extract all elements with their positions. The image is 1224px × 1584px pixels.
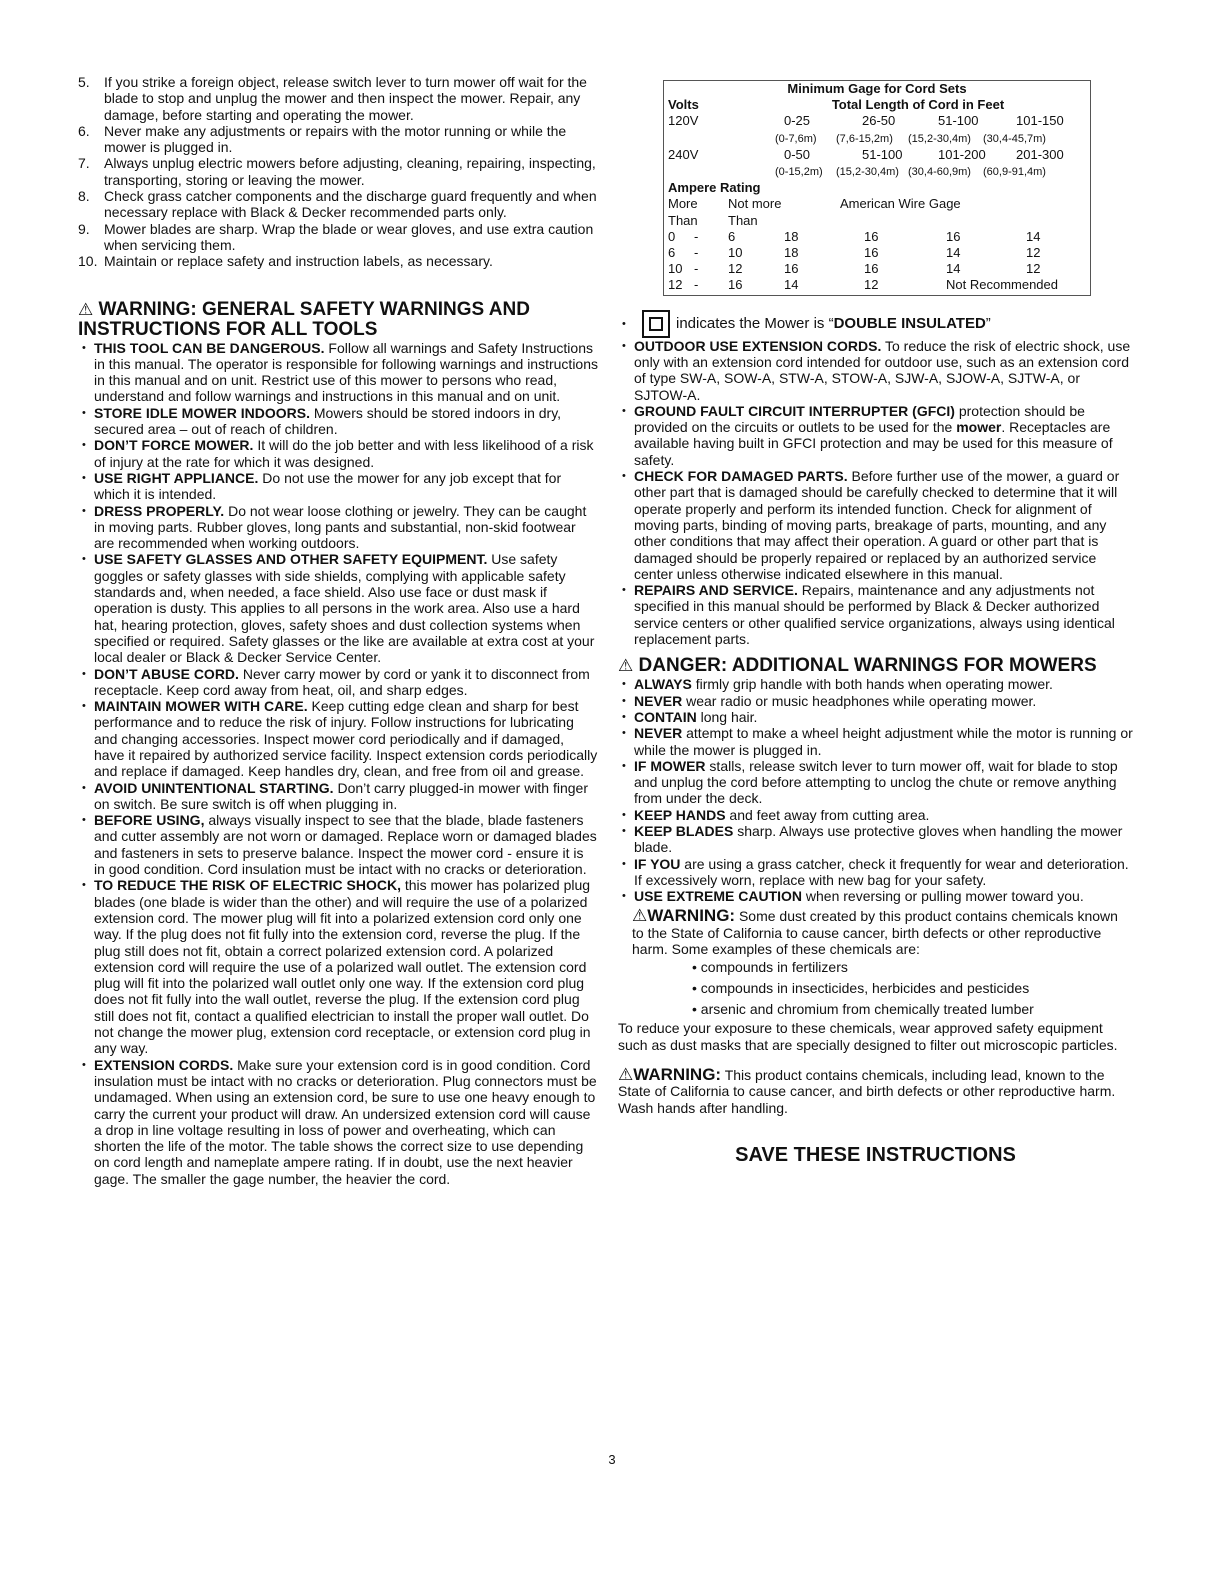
table-row: (0-15,2m) (15,2-30,4m) (30,4-60,9m) (60,9-91,4m) [775, 166, 1046, 179]
danger-list [618, 676, 1133, 904]
table-row: 6 - 10 18 16 14 12 [668, 245, 1041, 261]
table-row: 240V 0-50 51-100 101-200 201-300 [668, 146, 1064, 162]
list-item: • DRESS PROPERLY. Do not wear loose clothing or jewelry. They can be caught in moving parts. Rubber gloves, long pants and substantial, non-skid footwear are recommended when working outdoors. [78, 503, 598, 552]
length-label: Total Length of Cord in Feet [831, 97, 1005, 113]
list-item: • IF YOU are using a grass catcher, check it frequently for wear and deterioration. If excessively worn, replace with new bag for your safety. [618, 856, 1133, 889]
lead-warning: ⚠WARNING: This product contains chemicals, including lead, known to the State of California to cause cancer, and birth defects or other reproductive harm. Wash hands after handling. [618, 1064, 1116, 1116]
list-item: • compounds in fertilizers [692, 959, 848, 976]
save-instructions-heading: SAVE THESE INSTRUCTIONS [735, 1143, 1016, 1166]
extension-cord-list [618, 310, 1133, 648]
general-warning-heading: ⚠ WARNING: GENERAL SAFETY WARNINGS AND INSTRUCTIONS FOR ALL TOOLS [78, 298, 530, 340]
warning-triangle-icon: ⚠ [618, 1064, 634, 1084]
reduce-exposure-text: To reduce your exposure to these chemicals, wear approved safety equipment such as dust masks that are specially designed to filter out microscopic particles. [618, 1020, 1118, 1053]
cord-gage-table [663, 80, 1091, 296]
list-item: • MAINTAIN MOWER WITH CARE. Keep cutting edge clean and sharp for best performance and to reduce the risk of injury. Follow instructions for lubricating and changing accessories. Inspect mower cord periodically and if damaged, have it repaired by authorized service facility. Inspect extension cords periodically and replace if damaged. Keep handles dry, clean, and free from oil and grease. [78, 698, 598, 779]
page-number: 3 [608, 1452, 616, 1467]
table-row: 0 - 6 18 16 16 14 [668, 228, 1041, 244]
list-item: • TO REDUCE THE RISK OF ELECTRIC SHOCK, this mower has polarized plug blades (one blade is wider than the other) and will require the use of a polarized extension cord. The mower plug will fit into a polarized extension cord only one way. If the plug does not fit fully into the extension cord, reverse the plug. If the plug still does not fit, obtain a correct polarized extension cord. A polarized extension cord will require the use of a polarized wall outlet. The extension cord plug will fit into the polarized wall outlet only one way. If the extension cord plug does not fit fully into the wall outlet, reverse the plug. If the extension cord plug still does not fit, contact a qualified electrician to install the proper wall outlet. Do not change the mower plug, extension cord receptacle, or extension cord plug in any way. [78, 877, 598, 1056]
double-insulated-icon [642, 310, 670, 338]
list-item: • THIS TOOL CAN BE DANGEROUS. Follow all warnings and Safety Instructions in this manual. The operator is responsible for following warnings and instructions in this manual and on unit. Restrict use of this mower to persons who read, understand and follow warnings and instructions in this manual and on unit. [78, 340, 598, 405]
list-item: • CHECK FOR DAMAGED PARTS. Before further use of the mower, a guard or other part that is damaged should be carefully checked to determine that it will operate properly and perform its intended function. Check for alignment of moving parts, binding of moving parts, breakage of parts, mounting, and any other conditions that may affect their operation. A guard or other part that is damaged should be properly repaired or replaced by an authorized service center unless otherwise indicated elsewhere in this manual. [618, 468, 1133, 582]
list-item: • DON’T FORCE MOWER. It will do the job better and with less likelihood of a risk of injury at the rate for which it was designed. [78, 437, 598, 470]
list-item: • NEVER attempt to make a wheel height adjustment while the motor is running or while the mower is plugged in. [618, 725, 1133, 758]
list-item: • KEEP HANDS and feet away from cutting area. [618, 807, 1133, 823]
table-row: (0-7,6m) (7,6-15,2m) (15,2-30,4m) (30,4-45,7m) [775, 132, 1046, 145]
list-item: • EXTENSION CORDS. Make sure your extension cord is in good condition. Cord insulation must be intact with no cracks or deterioration. Plug connectors must be undamaged. When using an extension cord, be sure to use one heavy enough to carry the current your product will draw. An undersized extension cord will cause a drop in line voltage resulting in loss of power and overheating, which can shorten the life of the motor. The table shows the correct size to use depending on cord length and nameplate ampere rating. If in doubt, use the next heavier gage. The smaller the gage number, the heavier the cord. [78, 1057, 598, 1187]
list-item: • ALWAYS firmly grip handle with both hands when operating mower. [618, 676, 1133, 692]
list-item: • CONTAIN long hair. [618, 709, 1133, 725]
left-column [78, 74, 598, 1187]
list-item: • DON’T ABUSE CORD. Never carry mower by cord or yank it to disconnect from receptacle. Keep cord away from heat, oil, and sharp edges. [78, 666, 598, 699]
list-item: • GROUND FAULT CIRCUIT INTERRUPTER (GFCI) protection should be provided on the circuits or outlets to be used for the mower. Receptacles are available having built in GFCI protection and may be used for this measure of safety. [618, 403, 1133, 468]
list-item: 6. Never make any adjustments or repairs with the motor running or while the mower is plugged in. [78, 122, 567, 156]
numbered-safety-list [78, 74, 598, 270]
list-item: • BEFORE USING, always visually inspect to see that the blade, blade fasteners and cutter assembly are not worn or damaged. Replace worn or damaged blades and fasteners in sets to preserve balance. Inspect the mower cord - ensure it is in good condition. Cord insulation must be intact with no cracks or deterioration. [78, 812, 598, 877]
ampere-label: Ampere Rating [668, 180, 761, 196]
list-item: • KEEP BLADES sharp. Always use protective gloves when handling the mower blade. [618, 823, 1133, 856]
list-item: 10. Maintain or replace safety and instruction labels, as necessary. [78, 253, 493, 270]
volts-label: Volts [668, 97, 699, 113]
list-item: • STORE IDLE MOWER INDOORS. Mowers should be stored indoors in dry, secured area – out of reach of children. [78, 405, 598, 438]
chemical-warning: ⚠WARNING: Some dust created by this product contains chemicals known to the State of California to cause cancer, birth defects or other reproductive harm. Some examples of these chemicals are: [632, 906, 1118, 958]
warning-triangle-icon: ⚠ [632, 906, 648, 926]
list-item: • USE EXTREME CAUTION when reversing or pulling mower toward you. [618, 888, 1133, 904]
list-item: 7. Always unplug electric mowers before adjusting, cleaning, repairing, inspecting, transporting, storing or leaving the mower. [78, 155, 596, 188]
list-item: 9. Mower blades are sharp. Wrap the blade or wear gloves, and use extra caution when servicing them. [78, 220, 594, 253]
list-item: • OUTDOOR USE EXTENSION CORDS. To reduce the risk of electric shock, use only with an extension cord intended for outdoor use, such as an extension cord of type SW-A, SOW-A, STW-A, STOW-A, SJW-A, SJOW-A, SJTW-A, or SJTOW-A. [618, 338, 1133, 403]
danger-heading: ⚠ DANGER: ADDITIONAL WARNINGS FOR MOWERS [618, 655, 1097, 677]
right-column [618, 80, 1133, 1167]
list-item: • USE SAFETY GLASSES AND OTHER SAFETY EQUIPMENT. Use safety goggles or safety glasses with side shields, complying with applicable safety standards and, when needed, a face shield. Also use face or dust mask if operation is dusty. This applies to all persons in the work area. Also use a hard hat, hearing protection, gloves, safety shoes and dust collection systems when specified or required. Safety glasses or the like are available at extra cost at your local dealer or Black & Decker Service Center. [78, 551, 598, 665]
chemical-examples-list [618, 957, 1133, 1020]
list-item: 5. If you strike a foreign object, release switch lever to turn mower off wait for the blade to stop and unplug the mower and then inspect the mower. Repair, any damage, before starting and operating the mower. [78, 74, 587, 123]
table-row: 12 - 16 14 12 Not Recommended [668, 277, 1058, 293]
list-item: • arsenic and chromium from chemically treated lumber [692, 1001, 1034, 1018]
list-item: • IF MOWER stalls, release switch lever to turn mower off, wait for blade to stop and unplug the cord before attempting to unclog the chute or remove anything from under the deck. [618, 758, 1133, 807]
list-item: • NEVER wear radio or music headphones while operating mower. [618, 693, 1133, 709]
list-item: • USE RIGHT APPLIANCE. Do not use the mower for any job except that for which it is intended. [78, 470, 598, 503]
list-item: • indicates the Mower is “DOUBLE INSULATED” [618, 310, 1133, 338]
table-title: Minimum Gage for Cord Sets [787, 81, 967, 96]
list-item: • compounds in insecticides, herbicides and pesticides [692, 980, 1030, 997]
list-item: 8. Check grass catcher components and the discharge guard frequently and when necessary replace with Black & Decker recommended parts only. [78, 188, 597, 221]
warning-triangle-icon: ⚠ [78, 299, 94, 319]
general-safety-list [78, 340, 598, 1187]
table-row: Than Than [668, 212, 758, 228]
table-row: 120V 0-25 26-50 51-100 101-150 [668, 113, 1064, 129]
list-item: • REPAIRS AND SERVICE. Repairs, maintenance and any adjustments not specified in this manual should be performed by Black & Decker authorized service centers or other qualified service organizations, always using identical replacement parts. [618, 582, 1133, 647]
table-row: More Not more American Wire Gage [668, 196, 961, 212]
list-item: • AVOID UNINTENTIONAL STARTING. Don’t carry plugged-in mower with finger on switch. Be sure switch is off when plugging in. [78, 780, 598, 813]
table-row: 10 - 12 16 16 14 12 [668, 261, 1041, 277]
warning-triangle-icon: ⚠ [618, 656, 634, 676]
